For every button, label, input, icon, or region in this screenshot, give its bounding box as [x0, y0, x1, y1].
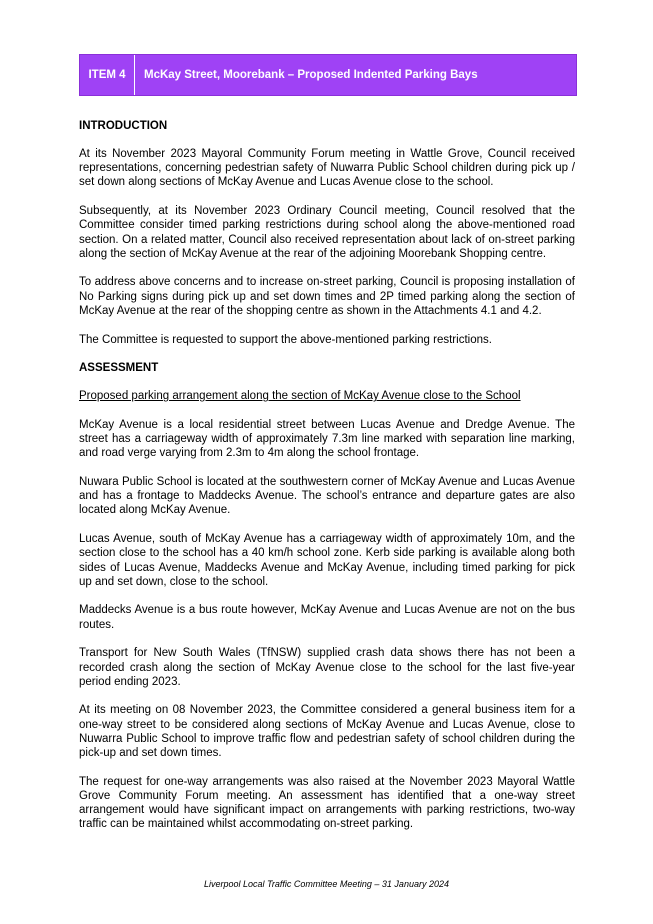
page-footer: Liverpool Local Traffic Committee Meeting – 31 January 2024 — [204, 879, 449, 889]
assessment-paragraph-3: Lucas Avenue, south of McKay Avenue has a carriageway width of approximately 10m, and the section close to the school has a 40 km/h school zone. Kerb side parking is available along both sides of Lucas Avenue, Maddecks Avenue and McKay Avenue, including timed parking for pick up and set down, close to the school. — [79, 533, 575, 588]
intro-paragraph-1: At its November 2023 Mayoral Community Forum meeting in Wattle Grove, Council received representations, concerning pedestrian safety of Nuwarra Public School children during pick up / set down along sections of McKay Avenue and Lucas Avenue close to the school. — [79, 148, 575, 189]
introduction-heading: INTRODUCTION — [79, 120, 168, 132]
assessment-paragraph-1: McKay Avenue is a local residential street between Lucas Avenue and Dredge Avenue. The street has a carriageway width of approximately 7.3m line marked with separation line marking, and road verge varying from 2.3m to 4m along the school frontage. — [79, 418, 575, 460]
assessment-paragraph-4: Maddecks Avenue is a bus route however, McKay Avenue and Lucas Avenue are not on the bus routes. — [79, 604, 575, 631]
item-header-bar — [79, 54, 577, 96]
intro-paragraph-4: The Committee is requested to support the above-mentioned parking restrictions. — [79, 333, 492, 346]
assessment-paragraph-5: Transport for New South Wales (TfNSW) supplied crash data shows there has not been a recorded crash along the section of McKay Avenue close to the school for the last five-year period ending 2023. — [79, 647, 575, 688]
assessment-paragraph-7: The request for one-way arrangements was also raised at the November 2023 Mayoral Wattle Grove Community Forum meeting. An assessment has identified that a one-way street arrangement would have significant impact on arrangements with parking restrictions, two-way traffic can be maintained whilst accommodating on-street parking. — [79, 775, 575, 831]
assessment-paragraph-6: At its meeting on 08 November 2023, the Committee considered a general business item for a one-way street to be considered along sections of McKay Avenue and Lucas Avenue, close to Nuwarra Public School to improve traffic flow and pedestrian safety of school children during the pick-up and set down times. — [79, 704, 575, 760]
document-body — [79, 119, 575, 846]
item-title: McKay Street, Moorebank – Proposed Indented Parking Bays — [144, 69, 478, 81]
intro-paragraph-3: To address above concerns and to increase on-street parking, Council is proposing installation of No Parking signs during pick up and set down times and 2P timed parking along the section of McKay Avenue at the rear of the shopping centre as shown in the Attachments 4.1 and 4.2. — [79, 276, 575, 317]
intro-paragraph-2: Subsequently, at its November 2023 Ordinary Council meeting, Council resolved that the Committee consider timed parking restrictions during school along the above-mentioned road section. On a related matter, Council also received representation about lack of on-street parking along the section of McKay Avenue at the rear of the adjoining Moorebank Shopping centre. — [79, 205, 575, 260]
assessment-subheading: Proposed parking arrangement along the section of McKay Avenue close to the School — [79, 390, 521, 403]
assessment-heading: ASSESSMENT — [79, 362, 159, 375]
assessment-paragraph-2: Nuwara Public School is located at the southwestern corner of McKay Avenue and Lucas Avenue and has a frontage to Maddecks Avenue. The school’s entrance and departure gates are also located along McKay Avenue. — [79, 476, 575, 517]
item-number-label: ITEM 4 — [80, 55, 135, 95]
